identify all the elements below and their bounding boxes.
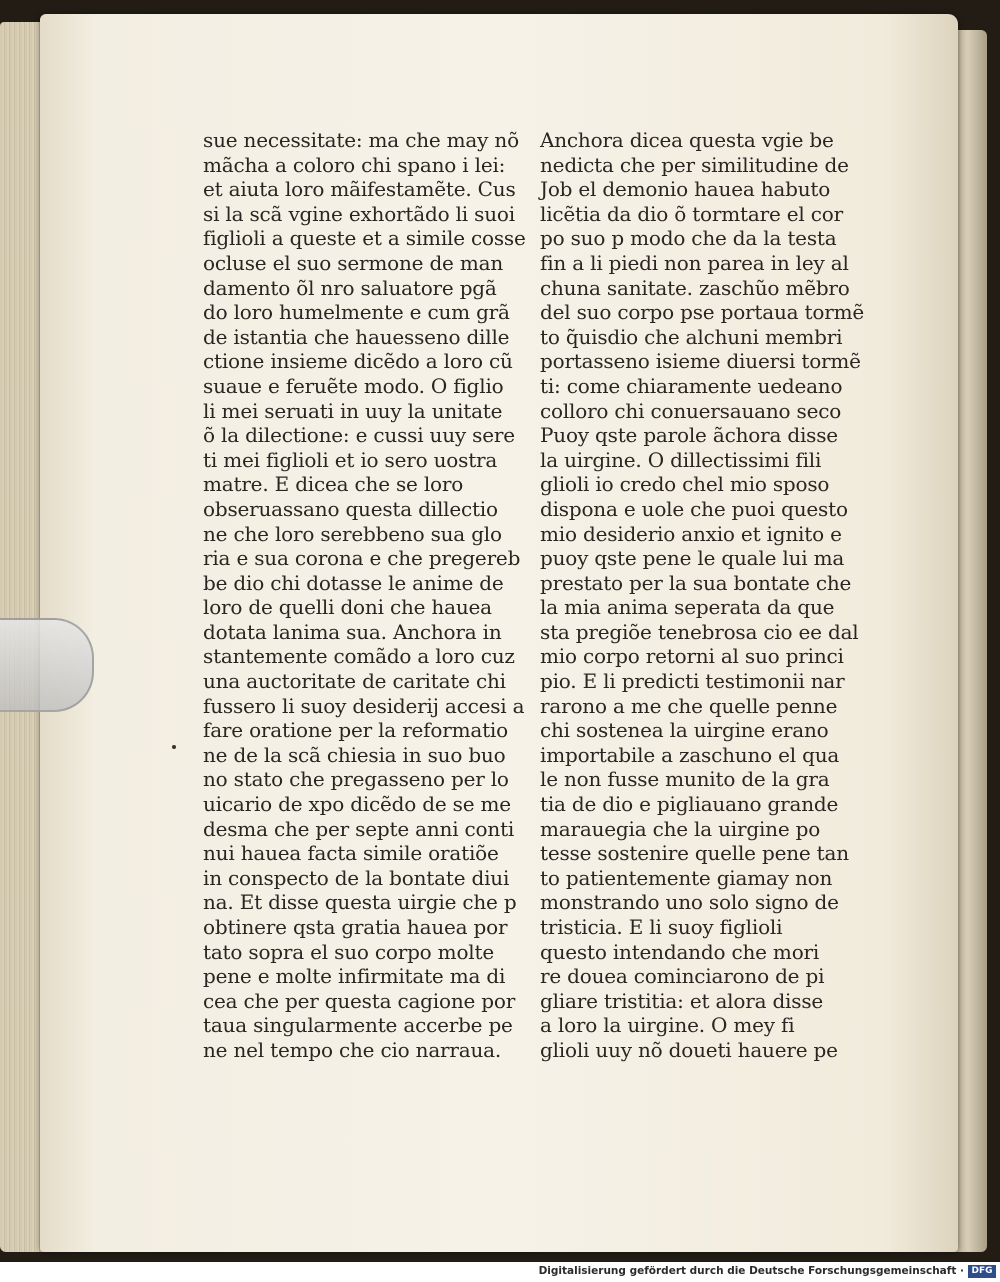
text-line: glioli io credo chel mio sposo [540,472,830,497]
text-line: uicario de xpo dicẽdo de se me [203,792,511,817]
text-line: si la scã vgine exhortãdo li suoi [203,201,515,226]
text-line: desma che per septe anni conti [203,816,515,841]
text-line: obtinere qsta gratia hauea por [203,915,508,939]
dfg-logo: DFG [968,1265,996,1278]
text-line: ne nel tempo che cio narraua. [203,1037,502,1062]
text-line: et aiuta loro mãifestamẽte. Cus [203,177,516,202]
text-line: to patientemente giamay non [540,865,833,890]
text-line: tesse sostenire quelle pene tan [540,841,849,866]
text-line: ti mei figlioli et io sero uostra [203,447,498,472]
text-line: to q̃uisdio che alchuni membri [540,324,843,349]
text-line: portasseno isieme diuersi tormẽ [540,349,861,374]
text-line: dotata lanima sua. Anchora in [203,619,502,644]
text-line: del suo corpo pse portaua tormẽ [540,300,864,325]
text-line: chi sostenea la uirgine erano [540,718,829,743]
text-line: nedicta che per similitudine de [540,152,849,177]
text-line: õ la dilectione: e cussi uuy sere [203,423,515,448]
text-line: do loro humelmente e cum grã [203,300,510,325]
text-line: po suo p modo che da la testa [540,226,837,251]
text-line: fussero li suoy desiderij accesi a [203,693,525,718]
text-line: be dio chi dotasse le anime de [203,570,504,595]
text-line: licẽtia da dio õ tormtare el cor [540,201,843,226]
text-line: suaue e feruẽte modo. O figlio [203,373,504,398]
text-line: rarono a me che quelle penne [540,693,838,718]
text-line: fin a li piedi non parea in ley al [540,250,849,275]
text-line: importabile a zaschuno el qua [540,742,840,767]
text-line: stantemente comãdo a loro cuz [203,644,515,669]
text-line: matre. E dicea che se loro [203,472,464,497]
left-text-column [203,128,526,1063]
text-line: sue necessitate: ma che may nõ [203,128,519,152]
text-line: mio desiderio anxio et ignito e [540,521,842,546]
text-line: pio. E li predicti testimonii nar [540,669,845,694]
text-line: prestato per la sua bontate che [540,570,852,595]
text-line: una auctoritate de caritate chi [203,669,506,694]
text-line: colloro chi conuersauano seco [540,398,842,423]
text-line: la mia anima seperata da que [540,595,835,620]
text-line: ctione insieme dicẽdo a loro cũ [203,349,513,374]
right-text-column [540,128,864,1063]
text-line: la uirgine. O dillectissimi fili [540,447,822,472]
text-line: puoy qste pene le quale lui ma [540,546,845,571]
footer-credit: Digitalisierung gefördert durch die Deutsche Forschungsgemeinschaft · [538,1265,964,1277]
text-line: de istantia che hauesseno dille [203,324,510,349]
text-line: sta pregiõe tenebrosa cio ee dal [540,619,859,644]
text-line: ti: come chiaramente uedeano [540,373,843,398]
text-line: no stato che pregasseno per lo [203,767,509,792]
text-line: na. Et disse questa uirgie che p [203,890,517,915]
margin-mark [172,745,176,749]
text-line: chuna sanitate. zaschũo mẽbro [540,275,850,300]
text-line: tato sopra el suo corpo molte [203,939,494,964]
text-line: ne de la scã chiesia in suo buo [203,742,506,767]
text-line: Job el demonio hauea habuto [540,177,831,202]
text-line: re douea cominciarono de pi [540,964,825,989]
text-line: loro de quelli doni che hauea [203,595,492,620]
text-line: damento õl nro saluatore pgã [203,275,497,300]
text-line: marauegia che la uirgine po [540,816,821,841]
text-line: mãcha a coloro chi spano i lei: [203,152,506,177]
text-line: glioli uuy nõ doueti hauere pe [540,1037,838,1062]
text-line: cea che per questa cagione por [203,988,516,1013]
text-line: Anchora dicea questa vgie be [540,128,834,152]
text-line: li mei seruati in uuy la unitate [203,398,503,423]
text-line: gliare tristitia: et alora disse [540,988,824,1013]
text-line: mio corpo retorni al suo princi [540,644,844,669]
text-line: a loro la uirgine. O mey fi [540,1013,795,1038]
book-right-edge [955,30,987,1252]
text-line: taua singularmente accerbe pe [203,1013,513,1038]
text-line: in conspecto de la bontate diui [203,865,510,890]
text-line: figlioli a queste et a simile cosse [203,226,526,251]
text-line: ria e sua corona e che pregereb [203,546,521,571]
text-line: tristicia. E li suoy figlioli [540,915,783,939]
text-line: obseruassano questa dillectio [203,496,498,521]
text-line: fare oratione per la reformatio [203,718,508,743]
text-line: tia de dio e pigliauano grande [540,792,839,817]
text-line: pene e molte infirmitate ma di [203,964,506,989]
text-line: ne che loro serebbeno sua glo [203,521,502,546]
text-line: ocluse el suo sermone de man [203,250,504,275]
text-line: Puoy qste parole ãchora disse [540,423,838,448]
text-line: nui hauea facta simile oratiõe [203,841,499,866]
text-line: questo intendando che mori [540,939,820,964]
text-line: dispona e uole che puoi questo [540,496,848,521]
text-line: le non fusse munito de la gra [540,767,830,792]
text-line: monstrando uno solo signo de [540,890,839,915]
footer-bar [0,1262,1000,1282]
page-clip [0,618,94,712]
